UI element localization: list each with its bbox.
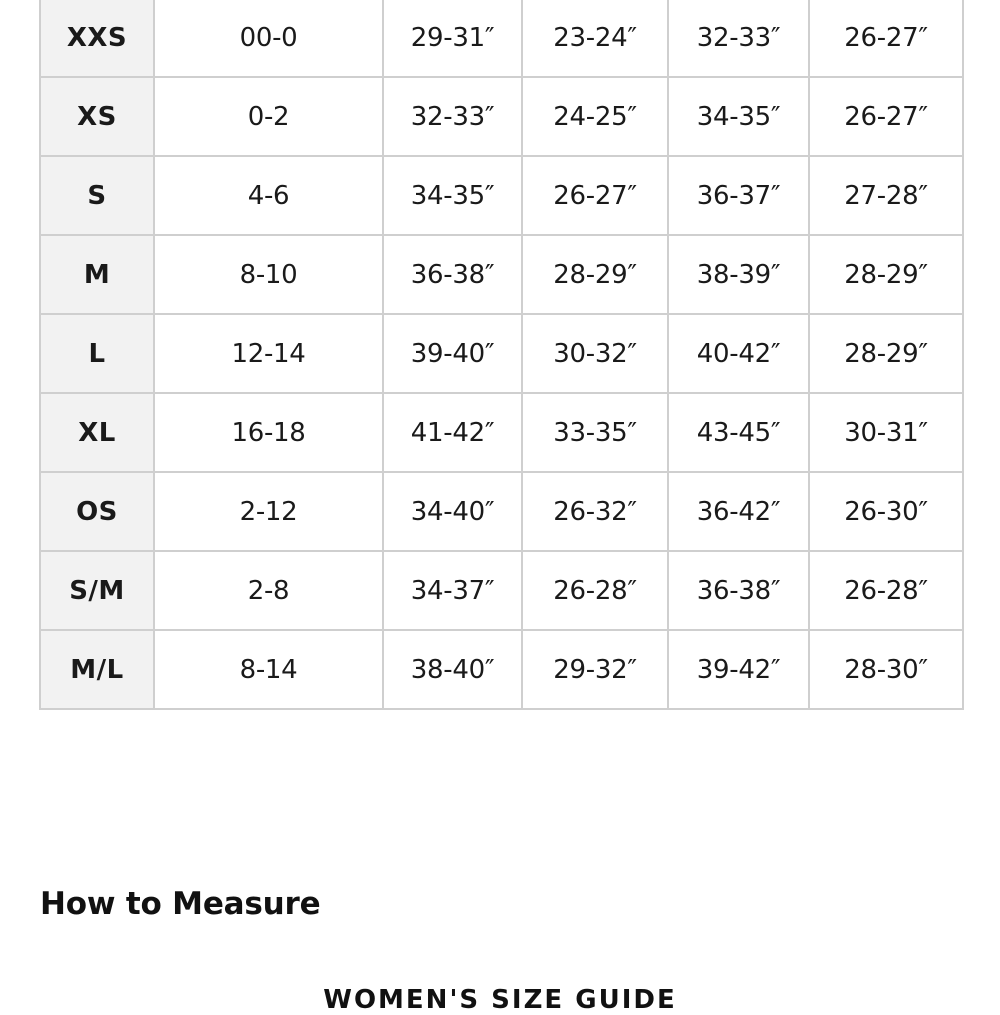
- table-row: [40, 393, 963, 472]
- us-size-cell: 2-12: [154, 472, 383, 551]
- us-size-cell: 8-10: [154, 235, 383, 314]
- table-row: [40, 630, 963, 709]
- size-label-cell: XL: [40, 393, 154, 472]
- measurement-cell: 26-27″: [809, 0, 963, 77]
- measurement-cell: 26-27″: [522, 156, 668, 235]
- measurement-cell: 36-42″: [668, 472, 809, 551]
- size-label-cell: XS: [40, 77, 154, 156]
- measurement-cell: 26-28″: [809, 551, 963, 630]
- measurement-cell: 38-40″: [383, 630, 522, 709]
- measurement-cell: 30-31″: [809, 393, 963, 472]
- table-row: [40, 314, 963, 393]
- measurement-cell: 28-30″: [809, 630, 963, 709]
- table-row: [40, 156, 963, 235]
- measurement-cell: 29-32″: [522, 630, 668, 709]
- measurement-cell: 34-40″: [383, 472, 522, 551]
- us-size-cell: 8-14: [154, 630, 383, 709]
- table-row: [40, 472, 963, 551]
- measurement-cell: 34-37″: [383, 551, 522, 630]
- size-label-cell: XXS: [40, 0, 154, 77]
- measurement-cell: 28-29″: [522, 235, 668, 314]
- us-size-cell: 0-2: [154, 77, 383, 156]
- measurement-cell: 26-32″: [522, 472, 668, 551]
- measurement-cell: 24-25″: [522, 77, 668, 156]
- measurement-cell: 28-29″: [809, 235, 963, 314]
- measurement-cell: 39-40″: [383, 314, 522, 393]
- measurement-cell: 26-30″: [809, 472, 963, 551]
- size-label-cell: L: [40, 314, 154, 393]
- size-label-cell: OS: [40, 472, 154, 551]
- size-label-cell: S/M: [40, 551, 154, 630]
- measurement-cell: 29-31″: [383, 0, 522, 77]
- us-size-cell: 16-18: [154, 393, 383, 472]
- measurement-cell: 41-42″: [383, 393, 522, 472]
- table-row: [40, 551, 963, 630]
- size-chart-table: [39, 0, 964, 710]
- measurement-cell: 30-32″: [522, 314, 668, 393]
- us-size-cell: 2-8: [154, 551, 383, 630]
- size-label-cell: S: [40, 156, 154, 235]
- measurement-cell: 32-33″: [383, 77, 522, 156]
- measurement-cell: 26-28″: [522, 551, 668, 630]
- measurement-cell: 33-35″: [522, 393, 668, 472]
- us-size-cell: 00-0: [154, 0, 383, 77]
- measurement-cell: 36-37″: [668, 156, 809, 235]
- us-size-cell: 4-6: [154, 156, 383, 235]
- table-row: [40, 77, 963, 156]
- measurement-cell: 32-33″: [668, 0, 809, 77]
- measurement-cell: 26-27″: [809, 77, 963, 156]
- measurement-cell: 43-45″: [668, 393, 809, 472]
- measurement-cell: 28-29″: [809, 314, 963, 393]
- us-size-cell: 12-14: [154, 314, 383, 393]
- how-to-measure-heading: How to Measure: [40, 886, 321, 922]
- measurement-cell: 39-42″: [668, 630, 809, 709]
- size-label-cell: M: [40, 235, 154, 314]
- measurement-cell: 27-28″: [809, 156, 963, 235]
- table-row: [40, 0, 963, 77]
- measurement-cell: 40-42″: [668, 314, 809, 393]
- size-label-cell: M/L: [40, 630, 154, 709]
- measurement-cell: 34-35″: [383, 156, 522, 235]
- womens-size-guide-title: WOMEN'S SIZE GUIDE: [323, 985, 677, 1015]
- measurement-cell: 36-38″: [383, 235, 522, 314]
- measurement-cell: 38-39″: [668, 235, 809, 314]
- measurement-cell: 34-35″: [668, 77, 809, 156]
- measurement-cell: 36-38″: [668, 551, 809, 630]
- measurement-cell: 23-24″: [522, 0, 668, 77]
- table-row: [40, 235, 963, 314]
